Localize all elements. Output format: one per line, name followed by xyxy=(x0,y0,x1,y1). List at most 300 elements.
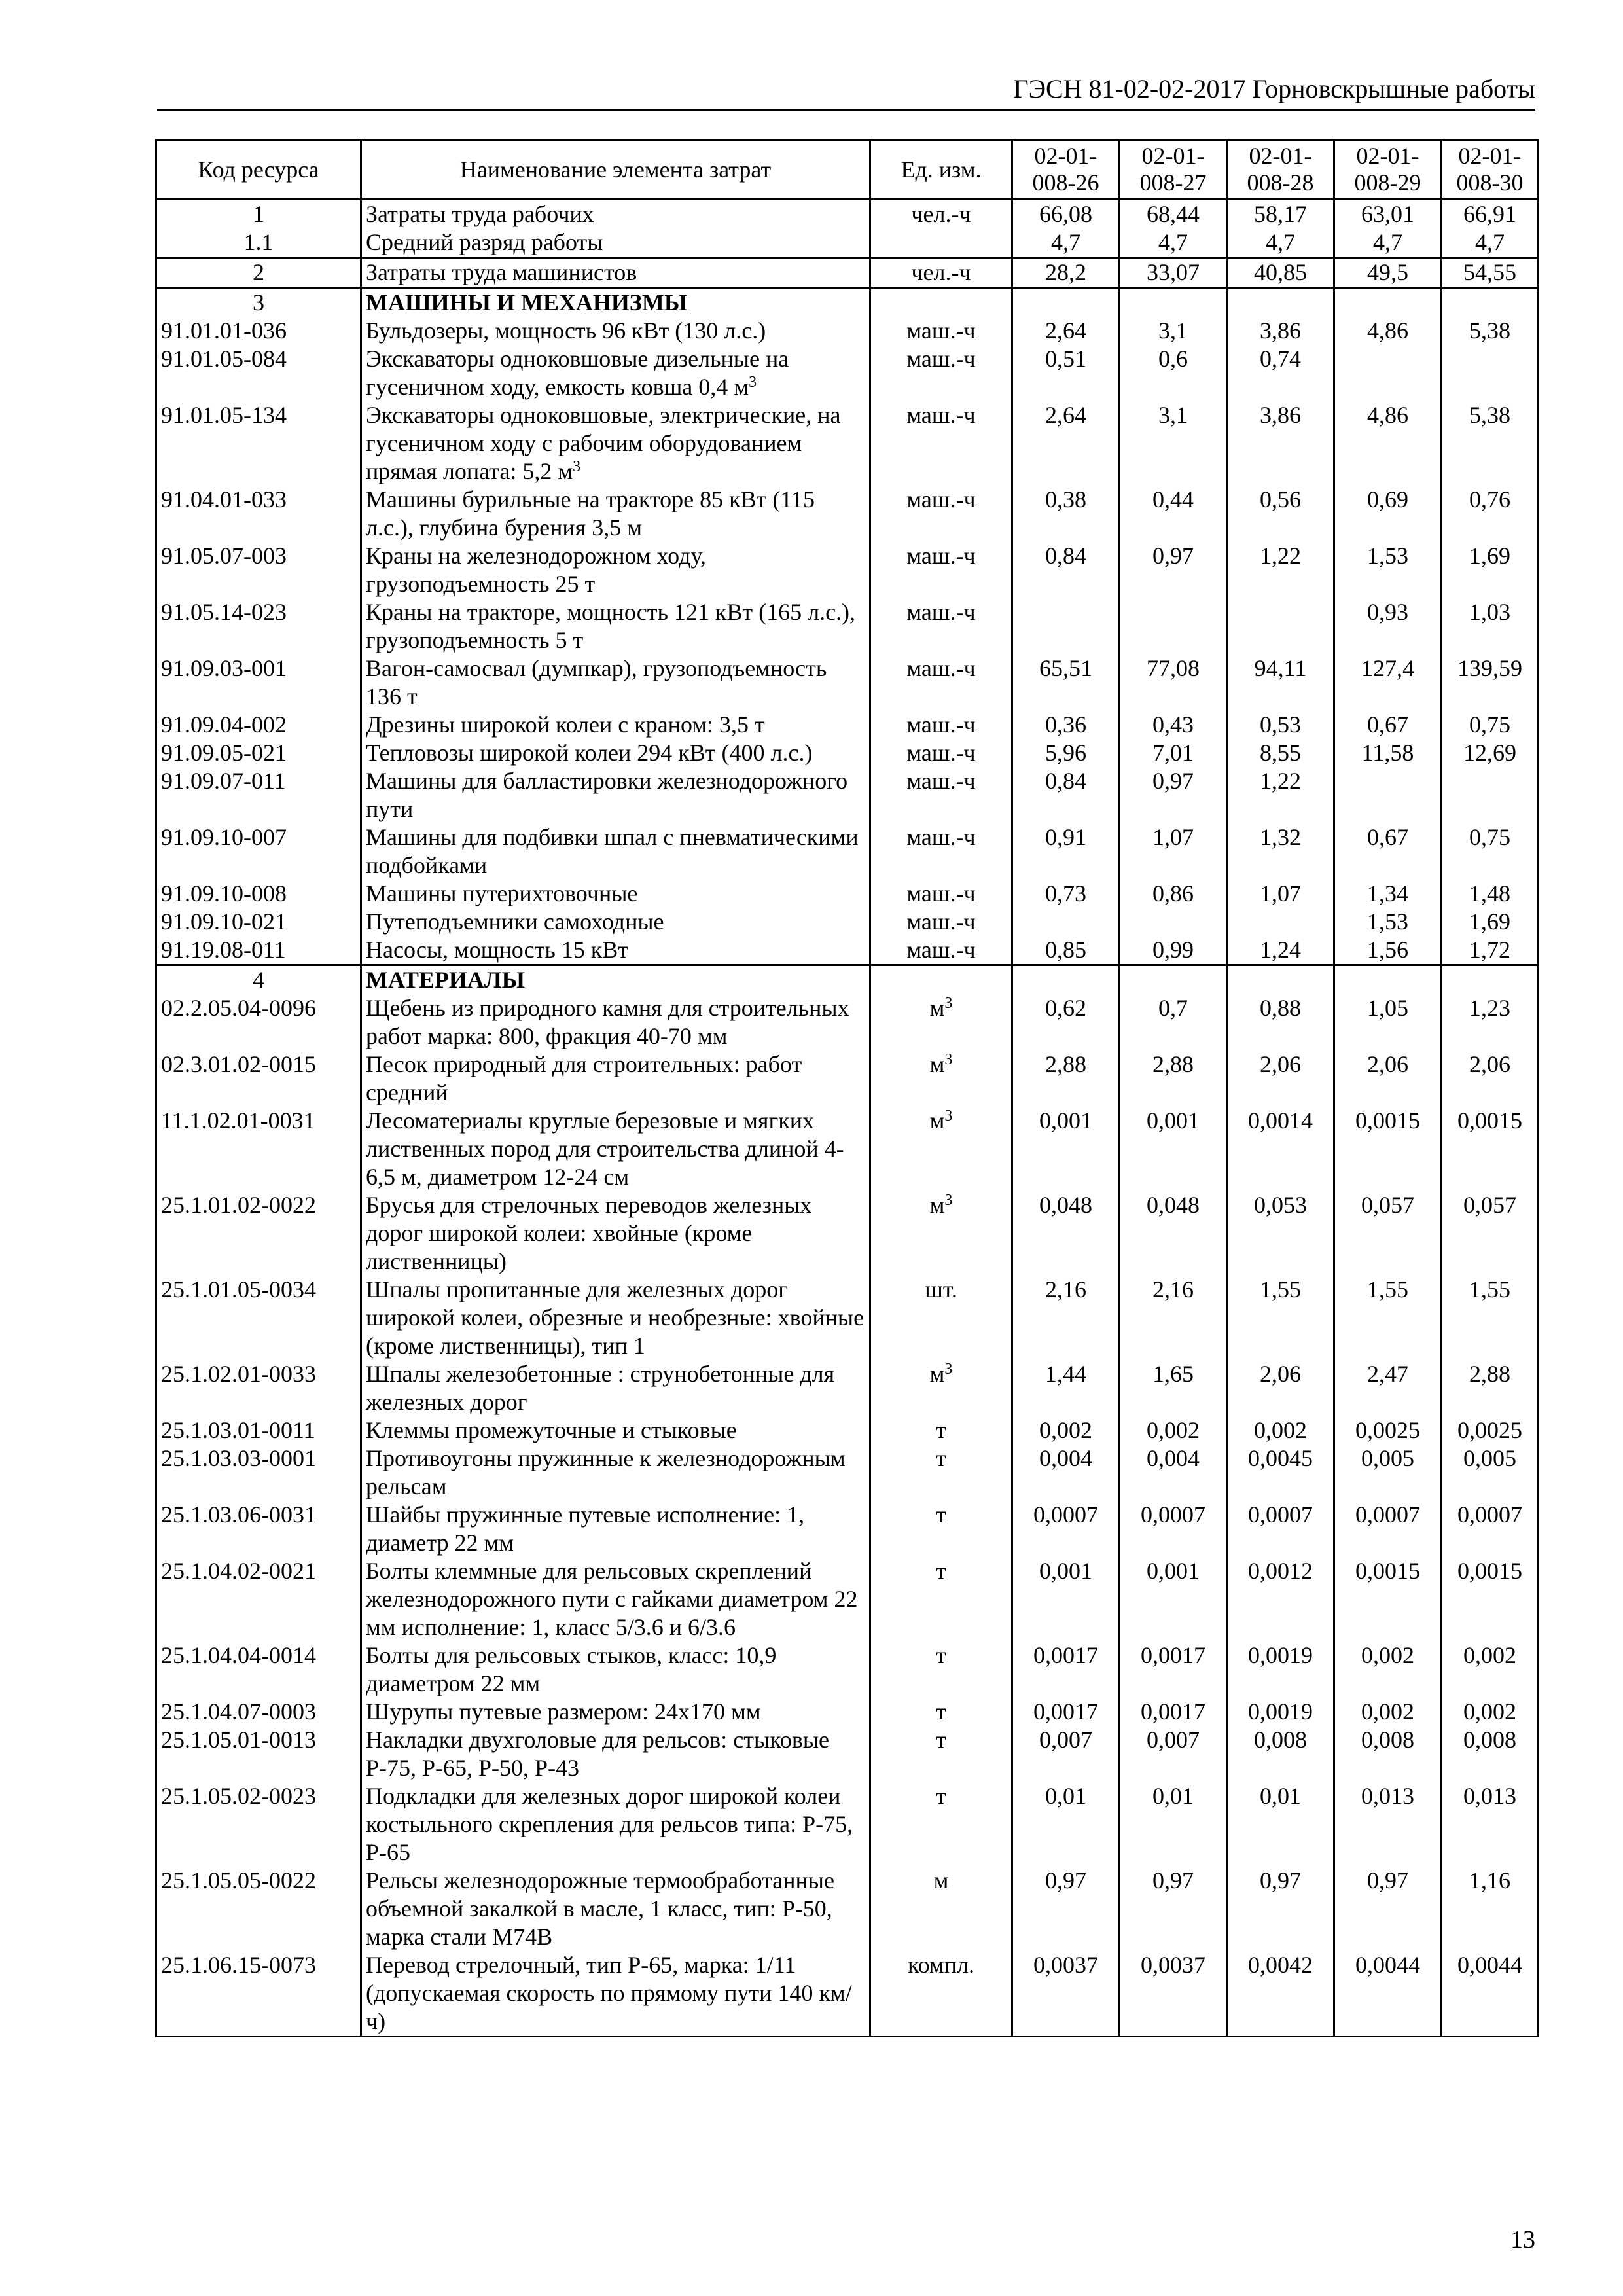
norm-value-cell: 5,96 xyxy=(1012,739,1120,767)
norm-value-cell: 0,7 xyxy=(1120,994,1227,1050)
norm-value-cell: 3,86 xyxy=(1227,401,1334,486)
column-header-code: Код ресурса xyxy=(156,140,361,200)
norm-value-cell xyxy=(1012,908,1120,936)
norm-value-cell: 40,85 xyxy=(1227,258,1334,288)
norm-value-cell: 0,002 xyxy=(1334,1698,1442,1726)
resource-name-text: МАТЕРИАЛЫ xyxy=(366,967,525,993)
norm-value-cell: 1,72 xyxy=(1442,936,1539,965)
norm-value-cell: 1,56 xyxy=(1334,936,1442,965)
norm-value-cell: 0,013 xyxy=(1442,1782,1539,1867)
norm-value-cell xyxy=(1334,345,1442,401)
table-row xyxy=(156,739,1539,767)
resource-code-cell: 25.1.03.03-0001 xyxy=(156,1444,361,1501)
unit-cell xyxy=(870,994,1012,1050)
norm-value-cell: 0,99 xyxy=(1120,936,1227,965)
table-row xyxy=(156,1726,1539,1782)
resource-name-text: Путеподъемники самоходные xyxy=(366,908,664,935)
norm-value-cell: 7,01 xyxy=(1120,739,1227,767)
norm-value-cell: 0,85 xyxy=(1012,936,1120,965)
norm-value-cell: 66,91 xyxy=(1442,200,1539,229)
norm-value-cell: 0,0044 xyxy=(1334,1951,1442,2037)
resource-name-text: Экскаваторы одноковшовые дизельные на гусеничном ходу, емкость ковша 0,4 м xyxy=(366,346,789,400)
norm-value-cell: 1,07 xyxy=(1227,880,1334,908)
unit-cell xyxy=(870,1782,1012,1867)
norm-value-cell: 0,057 xyxy=(1442,1191,1539,1276)
resource-name-text: Шурупы путевые размером: 24х170 мм xyxy=(366,1698,761,1725)
resource-code-cell: 25.1.03.01-0011 xyxy=(156,1416,361,1444)
table-row xyxy=(156,486,1539,542)
norm-value-cell: 2,88 xyxy=(1012,1050,1120,1107)
unit-text: м xyxy=(933,1867,949,1893)
norm-value-cell: 0,0012 xyxy=(1227,1557,1334,1641)
norm-value-cell: 2,64 xyxy=(1012,401,1120,486)
norm-value-cell xyxy=(1227,965,1334,995)
resource-name-cell xyxy=(361,739,870,767)
norm-value-cell: 4,7 xyxy=(1120,228,1227,258)
norm-value-cell: 0,38 xyxy=(1012,486,1120,542)
resource-name-text: Клеммы промежуточные и стыковые xyxy=(366,1417,737,1443)
unit-text: м xyxy=(929,995,945,1021)
table-row xyxy=(156,880,1539,908)
unit-superscript: 3 xyxy=(944,995,953,1012)
unit-cell xyxy=(870,767,1012,823)
norm-value-cell xyxy=(1442,288,1539,317)
norm-value-cell: 0,88 xyxy=(1227,994,1334,1050)
table-row xyxy=(156,823,1539,880)
norm-value-cell: 0,002 xyxy=(1012,1416,1120,1444)
table-row xyxy=(156,258,1539,288)
norm-value-cell: 1,05 xyxy=(1334,994,1442,1050)
norm-value-cell: 0,0019 xyxy=(1227,1641,1334,1698)
resource-code-cell: 91.01.05-084 xyxy=(156,345,361,401)
table-row xyxy=(156,1782,1539,1867)
resource-name-text: Рельсы железнодорожные термообработанные объемной закалкой в масле, 1 класс, тип: Р-50, марка стали М74В xyxy=(366,1867,834,1950)
norm-value-cell xyxy=(1012,598,1120,655)
resource-name-text: Средний разряд работы xyxy=(366,229,603,255)
table-row xyxy=(156,598,1539,655)
resource-name-text: Экскаваторы одноковшовые, электрические, на гусеничном ходу с рабочим оборудованием прямая лопата: 5,2 м xyxy=(366,402,841,484)
unit-text: м xyxy=(929,1051,945,1077)
norm-value-cell: 1,55 xyxy=(1334,1276,1442,1360)
norm-value-cell xyxy=(1334,288,1442,317)
norm-value-cell: 0,73 xyxy=(1012,880,1120,908)
unit-text: т xyxy=(936,1698,946,1725)
norm-value-cell: 5,38 xyxy=(1442,401,1539,486)
unit-text: маш.-ч xyxy=(906,908,976,935)
norm-value-cell: 1,07 xyxy=(1120,823,1227,880)
resource-name-cell xyxy=(361,288,870,317)
norm-value-cell xyxy=(1120,288,1227,317)
norm-value-cell: 0,0045 xyxy=(1227,1444,1334,1501)
norm-value-cell: 0,0014 xyxy=(1227,1107,1334,1191)
unit-cell xyxy=(870,880,1012,908)
unit-cell xyxy=(870,739,1012,767)
norm-value-cell: 12,69 xyxy=(1442,739,1539,767)
unit-cell xyxy=(870,1276,1012,1360)
norm-value-cell: 28,2 xyxy=(1012,258,1120,288)
resource-name-cell xyxy=(361,345,870,401)
norm-value-cell: 139,59 xyxy=(1442,655,1539,711)
table-row xyxy=(156,1557,1539,1641)
resource-name-cell xyxy=(361,228,870,258)
unit-text: компл. xyxy=(908,1952,974,1978)
norm-value-cell: 1,69 xyxy=(1442,542,1539,598)
unit-cell xyxy=(870,1726,1012,1782)
norm-value-cell xyxy=(1227,288,1334,317)
resource-code-cell: 91.09.10-008 xyxy=(156,880,361,908)
norm-value-cell xyxy=(1012,965,1120,995)
superscript: 3 xyxy=(573,458,581,475)
unit-text: чел.-ч xyxy=(911,259,971,285)
norm-value-cell: 1,69 xyxy=(1442,908,1539,936)
norm-value-cell: 0,002 xyxy=(1442,1698,1539,1726)
resource-name-cell xyxy=(361,1191,870,1276)
norm-value-cell: 0,013 xyxy=(1334,1782,1442,1867)
norm-value-cell xyxy=(1334,965,1442,995)
unit-cell xyxy=(870,401,1012,486)
resource-name-cell xyxy=(361,711,870,739)
norm-value-cell xyxy=(1120,965,1227,995)
norm-value-cell: 0,005 xyxy=(1334,1444,1442,1501)
norm-value-cell: 0,69 xyxy=(1334,486,1442,542)
table-row xyxy=(156,288,1539,317)
norm-value-cell: 0,43 xyxy=(1120,711,1227,739)
norm-value-cell: 0,36 xyxy=(1012,711,1120,739)
norm-value-cell: 0,0025 xyxy=(1442,1416,1539,1444)
unit-text: шт. xyxy=(925,1276,957,1302)
norm-value-cell: 1,53 xyxy=(1334,542,1442,598)
unit-cell xyxy=(870,1050,1012,1107)
norm-value-cell: 0,004 xyxy=(1012,1444,1120,1501)
unit-text: маш.-ч xyxy=(906,740,976,766)
resource-name-cell xyxy=(361,1360,870,1416)
resource-name-cell xyxy=(361,1557,870,1641)
column-header-norm-30 xyxy=(1442,140,1539,200)
resource-code-cell: 91.09.10-007 xyxy=(156,823,361,880)
resource-name-text: Болты для рельсовых стыков, класс: 10,9 диаметром 22 мм xyxy=(366,1642,777,1696)
unit-superscript: 3 xyxy=(944,1192,953,1209)
resource-name-text: Краны на железнодорожном ходу, грузоподъемность 25 т xyxy=(366,543,706,597)
norm-value-cell: 1,55 xyxy=(1227,1276,1334,1360)
norm-value-cell: 0,0007 xyxy=(1442,1501,1539,1557)
norm-value-cell: 0,0025 xyxy=(1334,1416,1442,1444)
resource-norms-table xyxy=(155,139,1539,2037)
resource-code-cell: 25.1.04.02-0021 xyxy=(156,1557,361,1641)
norm-value-cell: 0,007 xyxy=(1120,1726,1227,1782)
table-row xyxy=(156,1867,1539,1951)
resource-name-text: Болты клеммные для рельсовых скреплений железнодорожного пути с гайками диаметром 22 мм исполнение: 1, класс 5/3.6 и 6/3.6 xyxy=(366,1558,858,1640)
norm-value-cell: 0,97 xyxy=(1120,1867,1227,1951)
norm-value-cell: 1,03 xyxy=(1442,598,1539,655)
resource-name-text: МАШИНЫ И МЕХАНИЗМЫ xyxy=(366,289,688,315)
resource-code-cell: 91.01.01-036 xyxy=(156,317,361,345)
resource-name-text: Машины для подбивки шпал с пневматическими подбойками xyxy=(366,824,859,878)
table-row xyxy=(156,228,1539,258)
resource-name-text: Щебень из природного камня для строительных работ марка: 800, фракция 40-70 мм xyxy=(366,995,849,1049)
unit-text: т xyxy=(936,1727,946,1753)
unit-cell xyxy=(870,823,1012,880)
norm-value-cell: 3,1 xyxy=(1120,401,1227,486)
norm-value-cell: 0,56 xyxy=(1227,486,1334,542)
table-row xyxy=(156,1501,1539,1557)
unit-cell xyxy=(870,1557,1012,1641)
norm-value-cell: 2,16 xyxy=(1120,1276,1227,1360)
resource-name-cell xyxy=(361,1782,870,1867)
norm-value-cell: 8,55 xyxy=(1227,739,1334,767)
norm-code-27: 02-01- 008-27 xyxy=(1139,143,1207,196)
norm-value-cell: 5,38 xyxy=(1442,317,1539,345)
superscript: 3 xyxy=(749,374,757,391)
unit-text: маш.-ч xyxy=(906,768,976,794)
column-header-norm-26 xyxy=(1012,140,1120,200)
norm-value-cell: 58,17 xyxy=(1227,200,1334,229)
unit-text: маш.-ч xyxy=(906,543,976,569)
norm-value-cell: 2,06 xyxy=(1442,1050,1539,1107)
unit-cell xyxy=(870,1951,1012,2037)
column-header-unit: Ед. изм. xyxy=(870,140,1012,200)
unit-text: маш.-ч xyxy=(906,655,976,681)
table-row xyxy=(156,1698,1539,1726)
norm-value-cell: 66,08 xyxy=(1012,200,1120,229)
resource-code-cell: 1.1 xyxy=(156,228,361,258)
resource-code-cell: 2 xyxy=(156,258,361,288)
resource-name-text: Затраты труда машинистов xyxy=(366,259,637,285)
norm-value-cell: 0,0007 xyxy=(1227,1501,1334,1557)
page-number: 13 xyxy=(1510,2226,1535,2253)
resource-name-cell xyxy=(361,200,870,229)
norm-value-cell: 4,86 xyxy=(1334,317,1442,345)
resource-code-cell: 4 xyxy=(156,965,361,995)
norm-value-cell: 0,84 xyxy=(1012,767,1120,823)
resource-name-cell xyxy=(361,1867,870,1951)
unit-text: маш.-ч xyxy=(906,824,976,850)
document-header-title: ГЭСН 81-02-02-2017 Горновскрышные работы xyxy=(1013,74,1535,103)
unit-superscript: 3 xyxy=(944,1051,953,1068)
column-header-name: Наименование элемента затрат xyxy=(361,140,870,200)
norm-value-cell: 1,53 xyxy=(1334,908,1442,936)
table-row xyxy=(156,965,1539,995)
unit-cell xyxy=(870,908,1012,936)
resource-code-cell: 02.3.01.02-0015 xyxy=(156,1050,361,1107)
resource-code-cell: 25.1.06.15-0073 xyxy=(156,1951,361,2037)
norm-value-cell: 0,005 xyxy=(1442,1444,1539,1501)
norm-value-cell: 3,86 xyxy=(1227,317,1334,345)
norm-value-cell: 0,057 xyxy=(1334,1191,1442,1276)
unit-text: маш.-ч xyxy=(906,880,976,906)
resource-name-text: Противоугоны пружинные к железнодорожным рельсам xyxy=(366,1445,846,1499)
unit-cell xyxy=(870,936,1012,965)
norm-value-cell: 0,0007 xyxy=(1334,1501,1442,1557)
norm-value-cell: 0,001 xyxy=(1012,1107,1120,1191)
resource-code-cell: 91.09.05-021 xyxy=(156,739,361,767)
table-body xyxy=(156,200,1539,2037)
norm-value-cell: 4,7 xyxy=(1442,228,1539,258)
resource-code-cell: 25.1.01.02-0022 xyxy=(156,1191,361,1276)
unit-cell xyxy=(870,965,1012,995)
norm-value-cell: 0,97 xyxy=(1012,1867,1120,1951)
unit-cell xyxy=(870,711,1012,739)
unit-cell xyxy=(870,1416,1012,1444)
resource-code-cell: 91.05.14-023 xyxy=(156,598,361,655)
norm-value-cell: 49,5 xyxy=(1334,258,1442,288)
norm-value-cell: 4,7 xyxy=(1227,228,1334,258)
norm-value-cell: 1,16 xyxy=(1442,1867,1539,1951)
resource-name-cell xyxy=(361,936,870,965)
unit-text: маш.-ч xyxy=(906,599,976,625)
unit-cell xyxy=(870,1698,1012,1726)
resource-name-text: Вагон-самосвал (думпкар), грузоподъемность 136 т xyxy=(366,655,827,709)
table-row xyxy=(156,1107,1539,1191)
norm-value-cell: 0,001 xyxy=(1120,1557,1227,1641)
unit-cell xyxy=(870,486,1012,542)
resource-name-text: Подкладки для железных дорог широкой колеи костыльного скрепления для рельсов типа: Р-75, Р-65 xyxy=(366,1783,853,1865)
norm-value-cell: 0,0017 xyxy=(1120,1641,1227,1698)
resource-code-cell: 25.1.05.05-0022 xyxy=(156,1867,361,1951)
unit-cell xyxy=(870,1867,1012,1951)
table-row xyxy=(156,1444,1539,1501)
unit-cell xyxy=(870,655,1012,711)
norm-value-cell: 0,008 xyxy=(1227,1726,1334,1782)
norm-value-cell: 0,002 xyxy=(1442,1641,1539,1698)
norm-value-cell: 2,88 xyxy=(1120,1050,1227,1107)
unit-cell xyxy=(870,228,1012,258)
unit-superscript: 3 xyxy=(944,1361,953,1378)
norm-value-cell: 1,23 xyxy=(1442,994,1539,1050)
table-row xyxy=(156,1191,1539,1276)
resource-name-text: Тепловозы широкой колеи 294 кВт (400 л.с.) xyxy=(366,740,813,766)
norm-value-cell: 0,0017 xyxy=(1120,1698,1227,1726)
column-header-norm-28 xyxy=(1227,140,1334,200)
resource-name-text: Перевод стрелочный, тип Р-65, марка: 1/11 (допускаемая скорость по прямому пути 140 км/ч) xyxy=(366,1952,852,2034)
norm-value-cell xyxy=(1120,908,1227,936)
resource-name-cell xyxy=(361,767,870,823)
norm-value-cell: 3,1 xyxy=(1120,317,1227,345)
table-row xyxy=(156,1641,1539,1698)
unit-text: маш.-ч xyxy=(906,346,976,372)
norm-value-cell: 0,01 xyxy=(1227,1782,1334,1867)
resource-code-cell: 91.09.03-001 xyxy=(156,655,361,711)
resource-name-cell xyxy=(361,1444,870,1501)
unit-cell xyxy=(870,200,1012,229)
norm-value-cell: 0,0007 xyxy=(1120,1501,1227,1557)
norm-value-cell: 0,0019 xyxy=(1227,1698,1334,1726)
norm-value-cell: 0,51 xyxy=(1012,345,1120,401)
unit-cell xyxy=(870,345,1012,401)
table-row xyxy=(156,1276,1539,1360)
resource-name-cell xyxy=(361,1726,870,1782)
resource-code-cell: 11.1.02.01-0031 xyxy=(156,1107,361,1191)
unit-text: маш.-ч xyxy=(906,402,976,428)
norm-value-cell: 4,7 xyxy=(1012,228,1120,258)
norm-value-cell: 0,0017 xyxy=(1012,1698,1120,1726)
resource-name-text: Шпалы железобетонные : струнобетонные для железных дорог xyxy=(366,1361,835,1415)
norm-value-cell: 0,75 xyxy=(1442,711,1539,739)
resource-name-cell xyxy=(361,317,870,345)
table-row xyxy=(156,1050,1539,1107)
resource-name-text: Машины путерихтовочные xyxy=(366,880,638,906)
resource-code-cell: 25.1.03.06-0031 xyxy=(156,1501,361,1557)
unit-text: м xyxy=(929,1192,945,1218)
resource-name-text: Машины бурильные на тракторе 85 кВт (115 л.с.), глубина бурения 3,5 м xyxy=(366,486,815,541)
resource-name-cell xyxy=(361,1416,870,1444)
resource-code-cell: 91.05.07-003 xyxy=(156,542,361,598)
unit-text: т xyxy=(936,1445,946,1471)
resource-name-cell xyxy=(361,1641,870,1698)
table-row xyxy=(156,345,1539,401)
resource-name-text: Накладки двухголовые для рельсов: стыковые Р-75, Р-65, Р-50, Р-43 xyxy=(366,1727,829,1781)
resource-name-cell xyxy=(361,258,870,288)
unit-cell xyxy=(870,1360,1012,1416)
table-row xyxy=(156,200,1539,229)
resource-code-cell: 91.04.01-033 xyxy=(156,486,361,542)
norm-value-cell: 1,34 xyxy=(1334,880,1442,908)
norm-value-cell: 0,008 xyxy=(1334,1726,1442,1782)
header-rule xyxy=(157,109,1535,111)
table-row xyxy=(156,1360,1539,1416)
norm-value-cell: 2,64 xyxy=(1012,317,1120,345)
norm-value-cell xyxy=(1227,598,1334,655)
table-row xyxy=(156,401,1539,486)
unit-text: маш.-ч xyxy=(906,937,976,963)
norm-value-cell: 0,008 xyxy=(1442,1726,1539,1782)
norm-value-cell xyxy=(1334,767,1442,823)
norm-value-cell: 0,67 xyxy=(1334,711,1442,739)
norm-code-26: 02-01- 008-26 xyxy=(1032,143,1099,196)
table-row xyxy=(156,936,1539,965)
resource-code-cell: 3 xyxy=(156,288,361,317)
unit-cell xyxy=(870,542,1012,598)
norm-value-cell: 0,0017 xyxy=(1012,1641,1120,1698)
resource-name-cell xyxy=(361,994,870,1050)
norm-value-cell xyxy=(1442,345,1539,401)
norm-value-cell: 0,97 xyxy=(1227,1867,1334,1951)
resource-name-text: Брусья для стрелочных переводов железных дорог широкой колеи: хвойные (кроме лиственницы) xyxy=(366,1192,812,1274)
resource-name-cell xyxy=(361,1276,870,1360)
resource-code-cell: 1 xyxy=(156,200,361,229)
norm-value-cell: 68,44 xyxy=(1120,200,1227,229)
norm-value-cell: 0,048 xyxy=(1012,1191,1120,1276)
resource-name-text: Краны на тракторе, мощность 121 кВт (165 л.с.), грузоподъемность 5 т xyxy=(366,599,856,653)
norm-value-cell: 0,97 xyxy=(1120,767,1227,823)
resource-name-text: Шпалы пропитанные для железных дорог широкой колеи, обрезные и необрезные: хвойные (кроме лиственницы), тип 1 xyxy=(366,1276,865,1359)
norm-value-cell: 33,07 xyxy=(1120,258,1227,288)
resource-name-text: Машины для балластировки железнодорожного пути xyxy=(366,768,848,822)
norm-value-cell: 4,86 xyxy=(1334,401,1442,486)
resource-name-cell xyxy=(361,598,870,655)
norm-value-cell: 65,51 xyxy=(1012,655,1120,711)
unit-text: маш.-ч xyxy=(906,711,976,738)
resource-code-cell: 25.1.01.05-0034 xyxy=(156,1276,361,1360)
unit-cell xyxy=(870,1107,1012,1191)
norm-value-cell: 2,06 xyxy=(1227,1050,1334,1107)
norm-value-cell: 0,44 xyxy=(1120,486,1227,542)
norm-value-cell: 2,16 xyxy=(1012,1276,1120,1360)
unit-superscript: 3 xyxy=(944,1107,953,1124)
norm-value-cell: 0,91 xyxy=(1012,823,1120,880)
norm-value-cell: 63,01 xyxy=(1334,200,1442,229)
table-row xyxy=(156,908,1539,936)
norm-value-cell: 2,47 xyxy=(1334,1360,1442,1416)
norm-value-cell: 127,4 xyxy=(1334,655,1442,711)
unit-text: т xyxy=(936,1558,946,1584)
table-row xyxy=(156,317,1539,345)
resource-name-text: Шайбы пружинные путевые исполнение: 1, диаметр 22 мм xyxy=(366,1501,805,1556)
norm-value-cell: 0,048 xyxy=(1120,1191,1227,1276)
norm-value-cell: 2,06 xyxy=(1227,1360,1334,1416)
norm-value-cell: 94,11 xyxy=(1227,655,1334,711)
norm-value-cell: 0,97 xyxy=(1334,1867,1442,1951)
unit-cell xyxy=(870,1191,1012,1276)
